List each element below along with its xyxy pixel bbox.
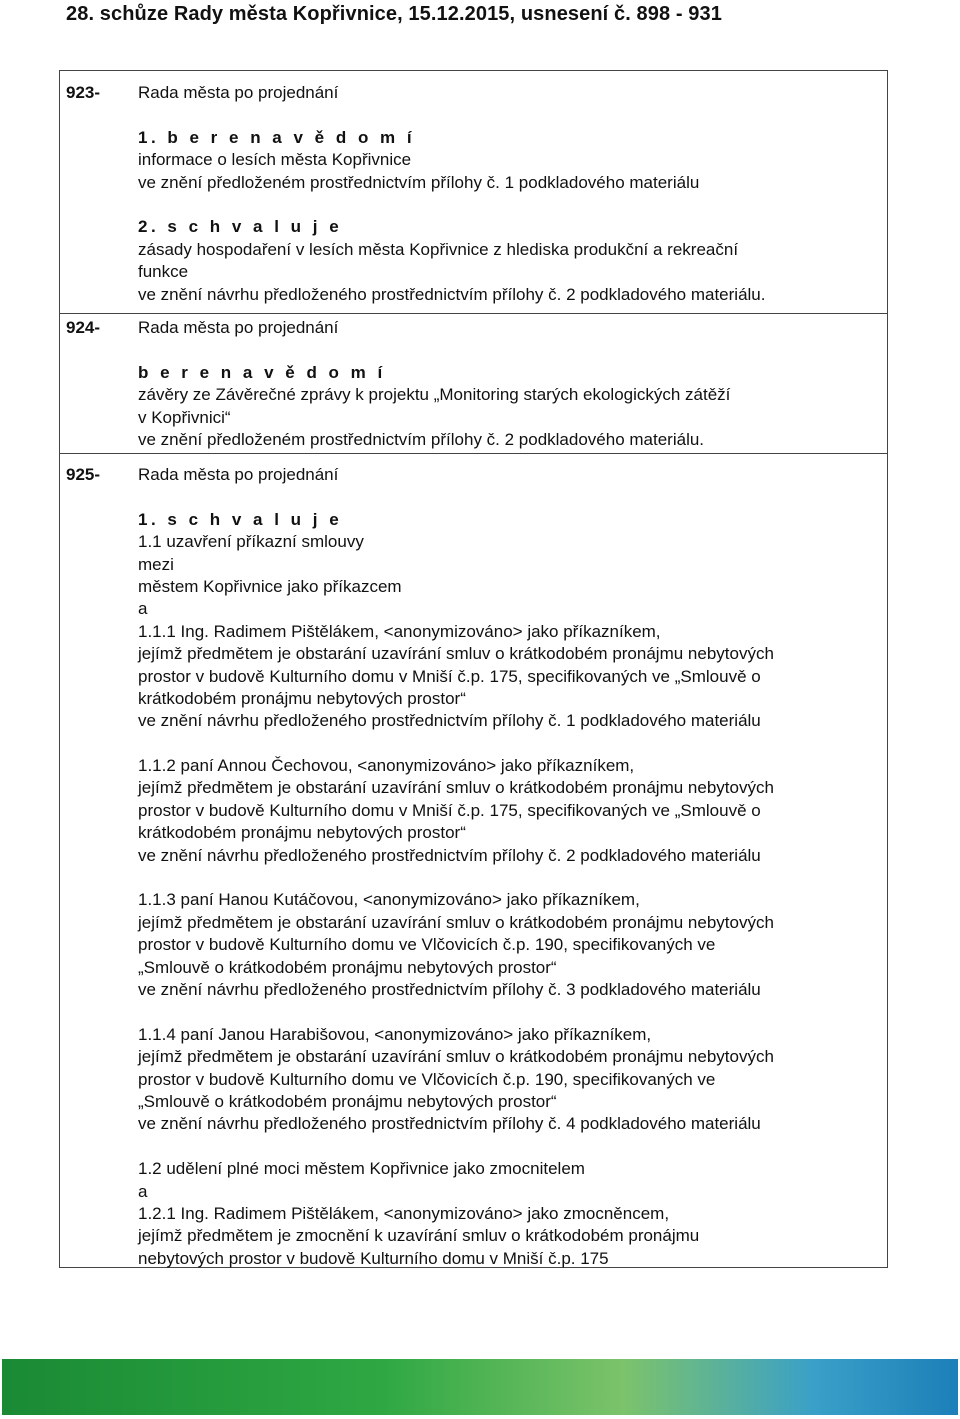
resolution-text-line: ve znění návrhu předloženého prostřednictvím přílohy č. 1 podkladového materiálu	[138, 711, 761, 731]
footer-decoration	[0, 1359, 960, 1419]
resolution-text-line: a	[138, 599, 148, 619]
resolution-text-line: ve znění návrhu předloženého prostřednictvím přílohy č. 2 podkladového materiálu	[138, 845, 761, 865]
resolution-text-line: a	[138, 1181, 148, 1201]
resolution-body-923	[138, 82, 883, 306]
blank-line	[138, 1001, 883, 1023]
document-title: 28. schůze Rady města Kopřivnice, 15.12.2015, usnesení č. 898 - 931	[66, 3, 722, 25]
resolution-text-line: v Kopřivnici“	[138, 407, 231, 427]
resolution-text-line: městem Kopřivnice jako příkazcem	[138, 576, 402, 596]
resolution-text-line: 1.1.4 paní Janou Harabišovou, <anonymizováno> jako příkazníkem,	[138, 1024, 652, 1044]
resolution-number-924: 924-	[66, 318, 101, 337]
resolution-text-line: prostor v budově Kulturního domu v Mniší č.p. 175, specifikovaných ve „Smlouvě o	[138, 666, 761, 686]
resolution-body-924	[138, 317, 883, 451]
resolution-text-line: ve znění předloženém prostřednictvím přílohy č. 2 podkladového materiálu.	[138, 429, 705, 449]
resolution-number-923: 923-	[66, 83, 101, 102]
resolution-text-line: jejímž předmětem je obstarání uzavírání smluv o krátkodobém pronájmu nebytových	[138, 644, 774, 664]
resolution-text-line: „Smlouvě o krátkodobém pronájmu nebytových prostor“	[138, 957, 557, 977]
resolution-text-line: Rada města po projednání	[138, 465, 339, 484]
resolution-text-line: 1.2.1 Ing. Radimem Pištělákem, <anonymizováno> jako zmocněncem,	[138, 1203, 670, 1223]
row-divider	[60, 313, 887, 314]
resolution-text-line: 1.1.2 paní Annou Čechovou, <anonymizováno> jako příkazníkem,	[138, 756, 635, 776]
resolution-text-line: zásady hospodaření v lesích města Kopřivnice z hlediska produkční a rekreační	[138, 239, 739, 259]
resolutions-table	[59, 70, 888, 1268]
resolution-text-line: krátkodobém pronájmu nebytových prostor“	[138, 688, 466, 708]
resolution-text-line: ve znění návrhu předloženého prostřednictvím přílohy č. 2 podkladového materiálu.	[138, 284, 766, 304]
resolution-text-line: 1.1.1 Ing. Radimem Pištělákem, <anonymizováno> jako příkazníkem,	[138, 621, 661, 641]
resolution-body-925	[138, 464, 883, 1270]
blank-line	[138, 339, 883, 361]
resolution-text-line: jejímž předmětem je obstarání uzavírání smluv o krátkodobém pronájmu nebytových	[138, 912, 774, 932]
blank-line	[138, 194, 883, 216]
resolution-number-925: 925-	[66, 465, 101, 484]
resolution-text-line: závěry ze Závěrečné zprávy k projektu „Monitoring starých ekologických zátěží	[138, 385, 731, 405]
resolution-text-line: krátkodobém pronájmu nebytových prostor“	[138, 823, 466, 843]
resolution-text-line: 1.1 uzavření příkazní smlouvy	[138, 532, 364, 552]
resolution-text-line: 1.2 udělení plné moci městem Kopřivnice jako zmocnitelem	[138, 1159, 585, 1179]
resolution-verb: b e r e n a v ě d o m í	[138, 362, 386, 382]
footer-color-band	[2, 1359, 958, 1415]
resolution-text-line: mezi	[138, 554, 174, 574]
blank-line	[138, 733, 883, 755]
resolution-text-line: jejímž předmětem je obstarání uzavírání smluv o krátkodobém pronájmu nebytových	[138, 1047, 774, 1067]
blank-line	[138, 104, 883, 126]
row-divider-spare	[60, 453, 887, 454]
resolution-text-line: prostor v budově Kulturního domu ve Vlčovicích č.p. 190, specifikovaných ve	[138, 935, 716, 955]
blank-line	[138, 486, 883, 508]
resolution-verb: 1. s c h v a l u j e	[138, 509, 343, 529]
resolution-text-line: ve znění návrhu předloženého prostřednictvím přílohy č. 4 podkladového materiálu	[138, 1114, 761, 1134]
resolution-text-line: prostor v budově Kulturního domu v Mniší č.p. 175, specifikovaných ve „Smlouvě o	[138, 800, 761, 820]
resolution-text-line: nebytových prostor v budově Kulturního domu v Mniší č.p. 175	[138, 1248, 609, 1268]
resolution-text-line: jejímž předmětem je obstarání uzavírání smluv o krátkodobém pronájmu nebytových	[138, 778, 774, 798]
blank-line	[138, 1136, 883, 1158]
resolution-text-line: prostor v budově Kulturního domu ve Vlčovicích č.p. 190, specifikovaných ve	[138, 1069, 716, 1089]
resolution-text-line: informace o lesích města Kopřivnice	[138, 150, 412, 170]
resolution-text-line: ve znění předloženém prostřednictvím přílohy č. 1 podkladového materiálu	[138, 172, 700, 192]
resolution-text-line: Rada města po projednání	[138, 318, 339, 337]
resolution-text-line: 1.1.3 paní Hanou Kutáčovou, <anonymizováno> jako příkazníkem,	[138, 890, 640, 910]
blank-line	[138, 867, 883, 889]
resolution-text-line: funkce	[138, 262, 189, 282]
resolution-verb: 1. b e r e n a v ě d o m í	[138, 127, 416, 147]
resolution-text-line: „Smlouvě o krátkodobém pronájmu nebytových prostor“	[138, 1091, 557, 1111]
resolution-verb: 2. s c h v a l u j e	[138, 217, 343, 237]
resolution-text-line: Rada města po projednání	[138, 83, 339, 102]
resolution-text-line: jejímž předmětem je zmocnění k uzavírání smluv o krátkodobém pronájmu	[138, 1226, 700, 1246]
resolution-text-line: ve znění návrhu předloženého prostřednictvím přílohy č. 3 podkladového materiálu	[138, 979, 761, 999]
